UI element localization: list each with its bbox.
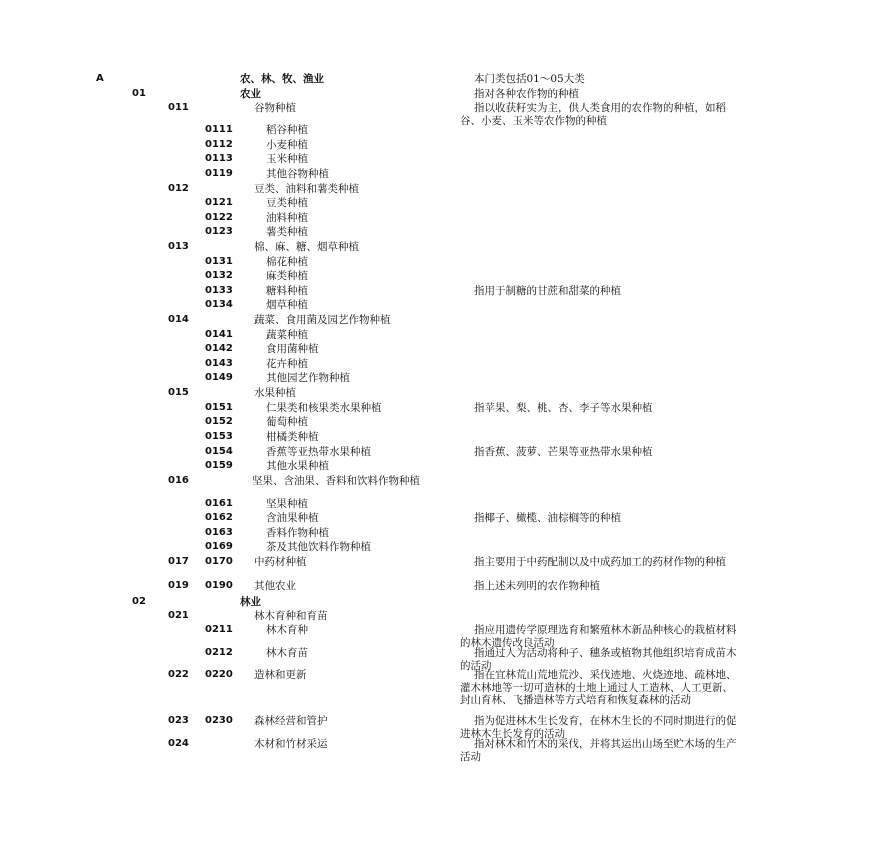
class-code: 0111 <box>205 124 233 135</box>
class-code: 0159 <box>205 460 233 471</box>
category-name: 农、林、牧、渔业 <box>240 73 324 85</box>
group-code: 015 <box>168 387 189 398</box>
category-description: 指椰子、橄榄、油棕榈等的种植 <box>474 512 621 524</box>
category-name: 棉、麻、糖、烟草种植 <box>254 241 359 253</box>
group-code: 012 <box>168 183 189 194</box>
category-name: 其他谷物种植 <box>266 168 329 180</box>
category-name: 林木育种 <box>266 624 308 636</box>
class-code: 0169 <box>205 541 233 552</box>
category-name: 造林和更新 <box>254 669 307 681</box>
class-code: 0212 <box>205 647 233 658</box>
category-name: 柑橘类种植 <box>266 431 319 443</box>
group-code: 014 <box>168 314 189 325</box>
category-name: 森林经营和管护 <box>254 715 328 727</box>
class-code: 0119 <box>205 168 233 179</box>
category-description: 指香蕉、菠萝、芒果等亚热带水果种植 <box>474 446 653 458</box>
category-name: 蔬菜、食用菌及园艺作物种植 <box>254 314 391 326</box>
category-description: 指对各种农作物的种植 <box>474 88 579 100</box>
category-description: 指用于制糖的甘蔗和甜菜的种植 <box>474 285 621 297</box>
category-name: 稻谷种植 <box>266 124 308 136</box>
category-name: 薯类种植 <box>266 226 308 238</box>
category-name: 棉花种植 <box>266 256 308 268</box>
class-code: 0230 <box>205 715 233 726</box>
category-name: 糖料种植 <box>266 285 308 297</box>
class-code: 0143 <box>205 358 233 369</box>
category-name: 油料种植 <box>266 212 308 224</box>
category-name: 其他水果种植 <box>266 460 329 472</box>
category-name: 林木育苗 <box>266 647 308 659</box>
category-name: 坚果、含油果、香料和饮料作物种植 <box>252 475 420 487</box>
category-name: 麻类种植 <box>266 270 308 282</box>
class-code: 0190 <box>205 580 233 591</box>
class-code: 0211 <box>205 624 233 635</box>
category-name: 香料作物种植 <box>266 527 329 539</box>
class-code: 0154 <box>205 446 233 457</box>
category-name: 含油果种植 <box>266 512 319 524</box>
section-code: A <box>96 73 104 84</box>
class-code: 0220 <box>205 669 233 680</box>
category-description: 指应用遗传学原理选育和繁殖林木新品种核心的栽植材料的林木遗传改良活动 <box>460 624 737 649</box>
class-code: 0142 <box>205 343 233 354</box>
category-description: 指上述未列明的农作物种植 <box>474 580 600 592</box>
class-code: 0121 <box>205 197 233 208</box>
category-name: 香蕉等亚热带水果种植 <box>266 446 371 458</box>
category-name: 农业 <box>240 88 261 100</box>
class-code: 0170 <box>205 556 233 567</box>
category-name: 豆类种植 <box>266 197 308 209</box>
class-code: 0141 <box>205 329 233 340</box>
category-name: 葡萄种植 <box>266 416 308 428</box>
category-name: 水果种植 <box>254 387 296 399</box>
class-code: 0162 <box>205 512 233 523</box>
category-description: 指主要用于中药配制以及中成药加工的药材作物的种植 <box>474 556 726 568</box>
class-code: 0133 <box>205 285 233 296</box>
category-name: 中药材种植 <box>254 556 307 568</box>
class-code: 0152 <box>205 416 233 427</box>
category-name: 其他农业 <box>254 580 296 592</box>
category-description: 指苹果、梨、桃、杏、李子等水果种植 <box>474 402 653 414</box>
category-description: 指通过人为活动将种子、穗条或植物其他组织培育成苗木的活动 <box>460 647 737 672</box>
class-code: 0151 <box>205 402 233 413</box>
category-name: 烟草种植 <box>266 299 308 311</box>
group-code: 011 <box>168 102 189 113</box>
category-name: 花卉种植 <box>266 358 308 370</box>
group-code: 013 <box>168 241 189 252</box>
category-name: 仁果类和核果类水果种植 <box>266 402 382 414</box>
category-description: 指对林木和竹木的采伐，并将其运出山场至贮木场的生产活动 <box>460 738 737 763</box>
group-code: 022 <box>168 669 189 680</box>
class-code: 0161 <box>205 498 233 509</box>
category-name: 林木育种和育苗 <box>254 610 328 622</box>
class-code: 0132 <box>205 270 233 281</box>
category-name: 坚果种植 <box>266 498 308 510</box>
class-code: 0122 <box>205 212 233 223</box>
category-name: 茶及其他饮料作物种植 <box>266 541 371 553</box>
class-code: 0131 <box>205 256 233 267</box>
division-code: 02 <box>132 596 146 607</box>
category-description: 指为促进林木生长发育，在林木生长的不同时期进行的促进林木生长发育的活动 <box>460 715 737 740</box>
group-code: 023 <box>168 715 189 726</box>
category-description: 本门类包括01～05大类 <box>474 73 585 85</box>
category-name: 谷物种植 <box>254 102 296 114</box>
group-code: 016 <box>168 475 189 486</box>
class-code: 0113 <box>205 153 233 164</box>
group-code: 017 <box>168 556 189 567</box>
category-name: 食用菌种植 <box>266 343 319 355</box>
class-code: 0163 <box>205 527 233 538</box>
class-code: 0153 <box>205 431 233 442</box>
class-code: 0112 <box>205 139 233 150</box>
class-code: 0123 <box>205 226 233 237</box>
category-name: 其他园艺作物种植 <box>266 372 350 384</box>
category-description: 指以收获籽实为主，供人类食用的农作物的种植，如稻谷、小麦、玉米等农作物的种植 <box>460 102 726 127</box>
category-name: 蔬菜种植 <box>266 329 308 341</box>
group-code: 021 <box>168 610 189 621</box>
category-name: 玉米种植 <box>266 153 308 165</box>
group-code: 024 <box>168 738 189 749</box>
class-code: 0149 <box>205 372 233 383</box>
division-code: 01 <box>132 88 146 99</box>
category-description: 指在宜林荒山荒地荒沙、采伐迹地、火烧迹地、疏林地、灌木林地等一切可造林的土地上通过人工造林、人工更新、封山育林、飞播造林等方式培育和恢复森林的活动 <box>460 669 737 706</box>
category-name: 木材和竹材采运 <box>254 738 328 750</box>
class-code: 0134 <box>205 299 233 310</box>
category-name: 林业 <box>240 596 261 608</box>
group-code: 019 <box>168 580 189 591</box>
category-name: 豆类、油料和薯类种植 <box>254 183 359 195</box>
category-name: 小麦种植 <box>266 139 308 151</box>
